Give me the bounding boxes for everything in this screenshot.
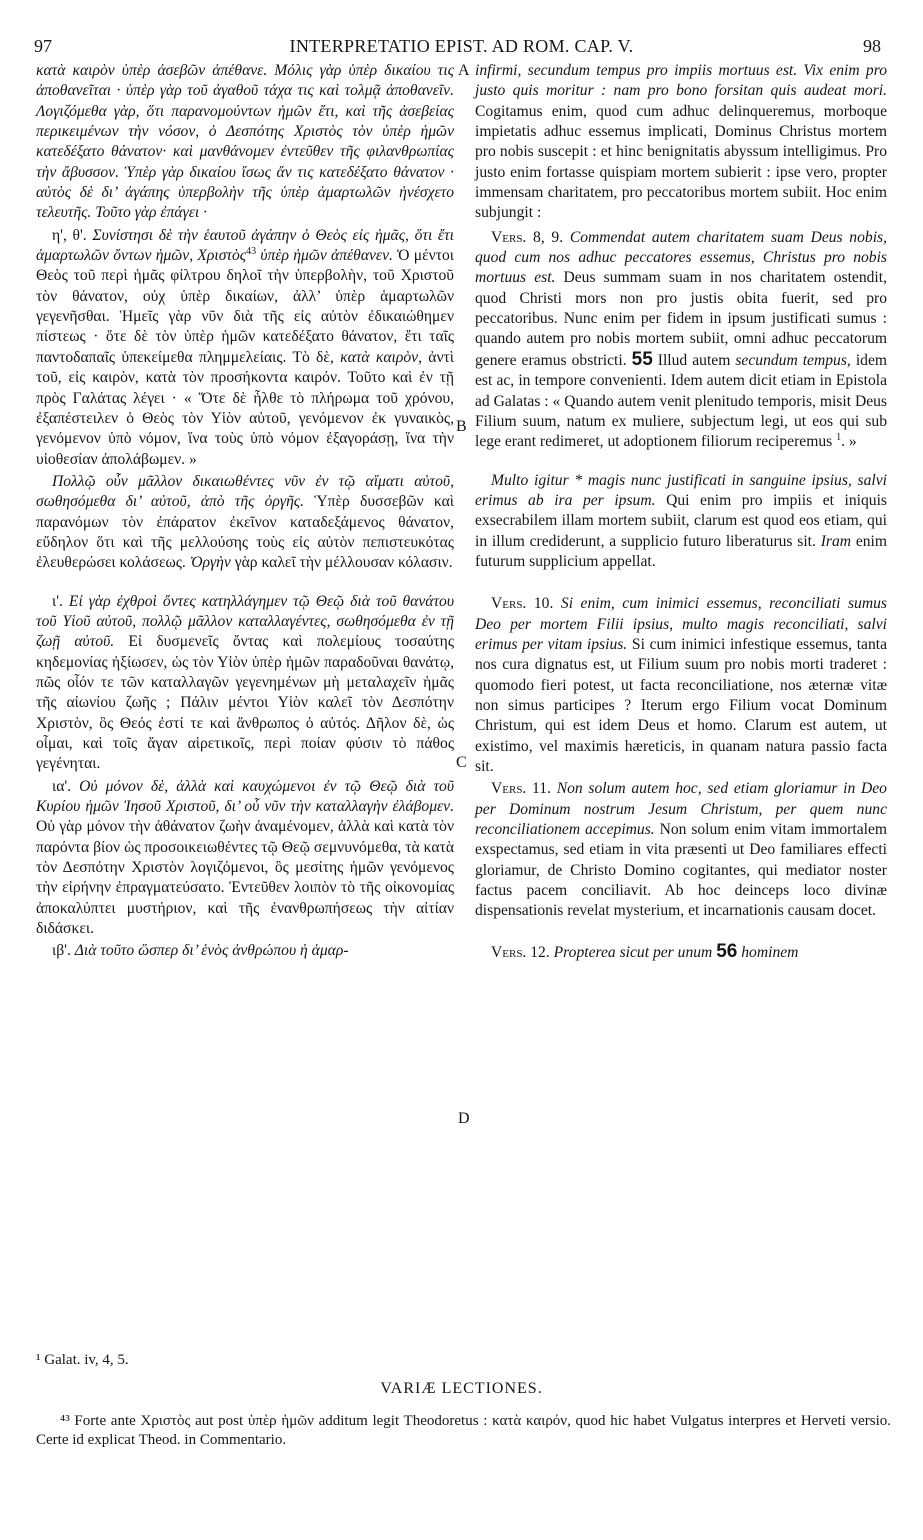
greek-paragraph — [36, 777, 454, 940]
margin-letter-a: A — [458, 62, 470, 79]
verse-number: ιβ'. — [52, 942, 71, 960]
page-number-left: 97 — [34, 36, 52, 56]
greek-paragraph — [36, 941, 454, 961]
latin-text: Qui enim pro impiis et iniquis exsecrabilem illam mortem subiit, clarum est quod eos etiam, qui in illum crediderunt, a supplicio futuro liberaturus sit. — [475, 491, 887, 550]
greek-text: Ὑπὲρ δυσσεβῶν καὶ παρανόμων τὸν ἐπάρατον ἐκεῖνον καταδεξάμενος θάνατον, εὔδηλον ὅτι καὶ τῆς μελλούσης τοὺς εἰς αὐτὸν πεπιστευκότας ἐλευθερώσει κολάσεως. — [36, 493, 454, 572]
greek-lemma: Οὐ μόνον δὲ, ἀλλὰ καὶ καυχώμενοι ἐν τῷ Θεῷ διὰ τοῦ Κυρίου ἡμῶν Ἰησοῦ Χριστοῦ, δι’ οὗ νῦν τὴν καταλλαγὴν ἐλάβομεν. — [36, 777, 454, 816]
footnote-ref: 1 — [836, 432, 842, 443]
column-number: 56 — [716, 940, 738, 962]
greek-paragraph — [36, 61, 454, 224]
greek-lemma: Διὰ τοῦτο ὥσπερ δι’ ἑνὸς ἀνθρώπου ἡ ἁμαρ- — [74, 942, 349, 960]
verse-number: ι'. — [52, 592, 63, 610]
latin-text: enim futurum supplicium appellat. — [475, 532, 887, 570]
latin-quote: secundum tempus — [735, 351, 847, 369]
greek-text: Ὁ μέντοι Θεὸς τοῦ περὶ ἡμᾶς φίλτρου δηλοῖ τὴν ὑπερβολὴν, τοῦ Χριστοῦ τὸν θάνατον, οὐχ ὑπὲρ δικαίων, ἀλλ’ ὑπὲρ ἁμαρτωλῶν γεγενῆσθαι. Ἡμεῖς γὰρ νῦν διὰ τῆς εἰς αὐτὸν ἐδικαιώθημεν πίστεως · ὅτε δὲ τὸν ὑπὲρ ἡμῶν κατεδέξατο θάνατον, ἔτι ταῖς παντοδαπαῖς ὑπεκείμεθα πλημμελείαις. Τὸ δὲ, — [36, 247, 454, 366]
footnote: ¹ Galat. iv, 4, 5. — [36, 1352, 129, 1368]
greek-text: Οὐ γὰρ μόνον τὴν ἀθάνατον ζωὴν ἀναμένομεν, ἀλλὰ καὶ κατὰ τὸν παρόντα βίον ὡς προσοικειωθέντες τῷ Θεῷ σεμνυνόμεθα, τὰ κατὰ τὸν Δεσπότην Χριστὸν λογιζόμενοι, ὃς μεσίτης ἡμῶν γενόμενος τὴν εἰρήνην ἐπραγματεύσατο. Ἐντεῦθεν λοιπὸν τὸ τῆς οἰκονομίας ἀποκαλύπτει μυστήριον, καὶ τῆς ἐνανθρωπήσεως τὴν αἰτίαν διδάσκει. — [36, 818, 454, 938]
greek-text: ἀντὶ τοῦ, εἰς καιρὸν, κατὰ τὸν προσήκοντα καιρόν. Τοῦτο καὶ ἐν τῇ πρὸς Γαλάτας λέγει · « Ὅτε δὲ ἦλθε τὸ πλήρωμα τοῦ χρόνου, ἐξαπέστειλεν ὁ Θεὸς τὸν Υἱὸν αὐτοῦ, γενόμενον ἐκ γυναικὸς, γενόμενον ὑπὸ νόμον, ἵνα τοὺς ὑπὸ νόμον ἐξαγοράσῃ, ἵνα τὴν υἱοθεσίαν ἀπολάβωμεν. » — [36, 348, 454, 468]
greek-lemma: Εἰ γὰρ ἐχθροὶ ὄντες κατηλλάγημεν τῷ Θεῷ διὰ τοῦ θανάτου τοῦ Υἱοῦ αὐτοῦ, πολλῷ μᾶλλον καταλλαγέντες, σωθησόμεθα ἐν τῇ ζωῇ αὐτοῦ. — [36, 592, 454, 651]
greek-paragraph — [36, 226, 454, 470]
verse-number: ια'. — [52, 777, 72, 795]
latin-paragraph — [475, 594, 887, 777]
latin-text: . » — [841, 433, 857, 451]
latin-text: Deus summam suam in nos charitatem ostendit, quod Christi mors non pro justis obita fuerit, sed pro peccatoribus. Nunc enim per fidem in ipsum justificati sumus : quando autem pro nobis mortem subiit, omni adhuc peccatorum genere eramus obstricti. — [475, 269, 887, 369]
verse-label: Vers. 11. — [491, 780, 551, 798]
verse-label: Vers. 10. — [491, 595, 554, 613]
verse-number: η', θ'. — [52, 226, 87, 244]
latin-lemma: Propterea sicut per unum — [553, 943, 713, 961]
latin-text: Cogitamus enim, quod cum adhuc delinqueremus, morboque impietatis adhuc essemus implicati, Dominus Christus mortem pro nobis suscepit : et hinc benignitatis abyssum intelligimus. Pro justo enim fortasse quispiam mortem subierit : ipse vero, propter immensam charitatem, pro peccatoribus mortem subiit. Hoc enim subjungit : — [475, 102, 887, 222]
verse-label: Vers. 12. — [491, 943, 550, 961]
greek-column — [36, 61, 454, 962]
greek-paragraph — [36, 472, 454, 574]
margin-letter-c: C — [456, 754, 467, 771]
margin-letter-b: B — [456, 418, 467, 435]
latin-text: Non solum enim vitam immortalem exspectamus, sed etiam in vita præsenti ut Deo familiares effecti gloriamur, de Christo Domino cogitantes, qui mediator noster factus pacem conciliavit. Ab hoc deinceps loco divinæ dispensationis revelat mysterium, et incarnationis causam docet. — [475, 821, 887, 920]
latin-paragraph — [475, 61, 887, 224]
latin-lemma: Si enim, cum inimici essemus, reconciliati sumus Deo per mortem Filii ipsius, multo magis reconciliati, salvi erimus per vitam ipsius. — [475, 595, 887, 653]
latin-quote: Iram — [820, 532, 852, 550]
latin-text: , idem est ac, in tempore convenienti. Idem autem dicit etiam in Epistola ad Galatas : « Quando autem venit plenitudo temporis, misit Deus Filium suum, natum ex muliere, subjectum legi, ut eos qui sub lege erant redimeret, ut adoptionem filiorum reciperemus — [475, 351, 887, 451]
variant-note-ref: 43 — [246, 245, 257, 257]
latin-paragraph — [475, 779, 887, 921]
greek-quote: κατὰ καιρὸν, — [340, 348, 422, 366]
latin-lemma: hominem — [741, 943, 799, 961]
latin-text: Illud autem — [657, 351, 731, 369]
greek-paragraph — [36, 592, 454, 775]
greek-text: Εἰ δυσμενεῖς ὄντας καὶ πολεμίους τοσαύτης κηδεμονίας ἠξίωσεν, ὡς τὸν Υἱὸν ὑπὲρ ἡμῶν παραδοῦναι θανάτῳ, πῶς οἷόν τε τῶν καταλλαγῶν γεγενημένων μὴ μεταλαχεῖν ἡμᾶς τῆς αἰωνίου ζωῆς ; Πάλιν μέντοι Υἱὸν καλεῖ τὸν Δεσπότην Χριστὸν, ὃς Θεός ἐστί τε καὶ ἄνθρωπος ὁ αὐτός. Δῆλον δὲ, ὡς οἶμαι, καὶ τοῖς ἄγαν αἱρετικοῖς, περὶ ποίαν φύσιν τὸ πάθος γεγένηται. — [36, 633, 455, 773]
variant-note: ⁴³ Forte ante Χριστὸς aut post ὑπὲρ ἡμῶν additum legit Theodoretus : κατὰ καιρόν, quod hic habet Vulgatus interpres et Herveti versio. Certe id explicat Theod. in Commentario. — [36, 1413, 891, 1448]
latin-paragraph — [475, 471, 887, 573]
latin-paragraph — [475, 942, 887, 963]
latin-lemma: Multo igitur * magis nunc justificati in sanguine ipsius, salvi erimus ab ira per ipsum. — [475, 471, 887, 509]
greek-text: γὰρ καλεῖ τὴν μέλλουσαν κόλασιν. — [234, 554, 453, 572]
latin-column — [475, 61, 887, 963]
latin-lemma: Non solum autem hoc, sed etiam gloriamur in Deo per Dominum nostrum Jesum Christum, per quem nunc reconciliationem accepimus. — [475, 780, 887, 839]
variae-lectiones-heading: VARIÆ LECTIONES. — [380, 1380, 543, 1397]
greek-quote: Ὀργὴν — [189, 554, 231, 572]
latin-lemma: infirmi, secundum tempus pro impiis mortuus est. Vix enim pro justo quis moritur : nam pro bono forsitan quis audeat mori. — [475, 62, 887, 100]
verse-label: Vers. 8, 9. — [491, 228, 564, 246]
page-header — [0, 36, 923, 58]
running-title: INTERPRETATIO EPIST. AD ROM. CAP. V. — [289, 36, 634, 56]
latin-lemma: Commendat autem charitatem suam Deus nobis, quod cum nos adhuc peccatores essemus, Christus pro nobis mortuus est. — [475, 228, 887, 287]
greek-lemma: ὑπὲρ ἡμῶν ἀπέθανεν. — [260, 247, 393, 265]
latin-paragraph — [475, 228, 887, 453]
latin-text: Si cum inimici infestique essemus, tanta nos cura dignatus est, ut Filium suum pro nobis morti traderet : quomodo fieri potest, ut facta reconciliatione, nos æternæ vitæ non simus participes ? Iterum ergo Filium vocat Dominum Christum, qui est idem Deus et homo. Clarum est autem, ut existimo, vel maximis hæreticis, in quanam natura passio facta sit. — [475, 635, 887, 775]
greek-lemma: Συνίστησι δὲ τὴν ἑαυτοῦ ἀγάπην ὁ Θεὸς εἰς ἡμᾶς, ὅτι ἔτι ἁμαρτωλῶν ὄντων ἡμῶν, Χριστὸς — [36, 226, 454, 265]
column-number: 55 — [631, 348, 653, 370]
greek-lemma: Πολλῷ οὖν μᾶλλον δικαιωθέντες νῦν ἐν τῷ αἵματι αὐτοῦ, σωθησόμεθα δι’ αὐτοῦ, ἀπὸ τῆς ὀργῆς. — [36, 472, 454, 511]
greek-text: κατὰ καιρὸν ὑπὲρ ἀσεβῶν ἀπέθανε. Μόλις γὰρ ὑπὲρ δικαίου τις ἀποθανεῖται · ὑπὲρ γὰρ τοῦ ἀγαθοῦ τάχα τις καὶ τολμᾷ ἀποθανεῖν. Λογιζόμεθα γὰρ, ὅτι παρανομούντων ἡμῶν ἔτι, καὶ τῆς ἀσεβείας περικειμένων τὴν νόσον, ὁ Δεσπότης Χριστὸς τὸν ὑπὲρ ἡμῶν κατεδέξατο θάνατον· καὶ μανθάνομεν ἐντεῦθεν τῆς φιλανθρωπίας τὴν ἄβυσσον. Ὑπὲρ γὰρ δικαίου ἴσως ἄν τις κατεδέξατο θάνατον · αὐτὸς δὲ δι’ ἀγάπης ὑπερβολὴν τῆς ὑπὲρ ἁμαρτωλῶν ἠνέσχετο τελευτῆς. Τοῦτο γὰρ ἐπάγει · — [36, 62, 454, 222]
page-number-right: 98 — [863, 36, 881, 56]
margin-letter-d: D — [458, 1110, 470, 1127]
